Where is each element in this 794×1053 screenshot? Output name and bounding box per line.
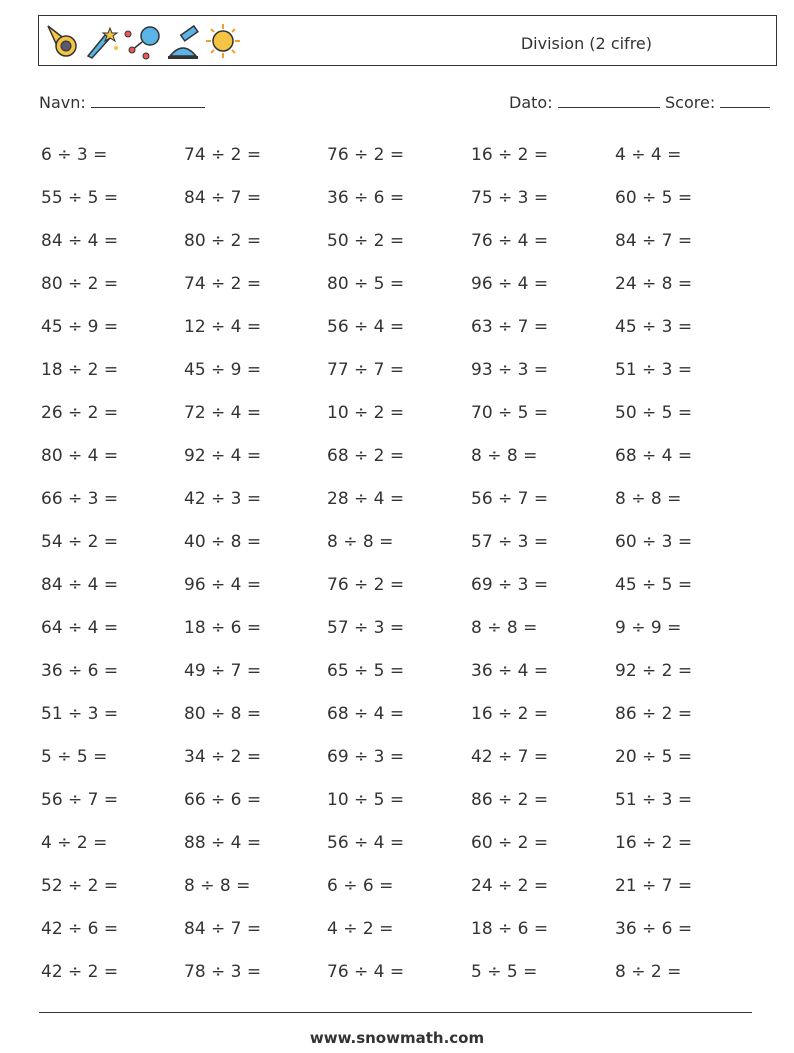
division-problem: 64 ÷ 4 = xyxy=(41,618,119,638)
division-problem: 84 ÷ 7 = xyxy=(615,231,693,251)
division-problem: 9 ÷ 9 = xyxy=(615,618,682,638)
problem-row xyxy=(0,477,794,520)
problem-row xyxy=(0,391,794,434)
division-problem: 76 ÷ 4 = xyxy=(327,962,405,982)
sun-icon xyxy=(204,20,242,62)
problem-row xyxy=(0,821,794,864)
division-problem: 21 ÷ 7 = xyxy=(615,876,693,896)
division-problem: 6 ÷ 3 = xyxy=(41,145,108,165)
division-problem: 80 ÷ 8 = xyxy=(184,704,262,724)
division-problem: 86 ÷ 2 = xyxy=(615,704,693,724)
division-problem: 56 ÷ 4 = xyxy=(327,833,405,853)
satellite-icon xyxy=(124,20,162,62)
worksheet-title: Division (2 cifre) xyxy=(520,34,652,53)
problem-row xyxy=(0,133,794,176)
division-problem: 65 ÷ 5 = xyxy=(327,661,405,681)
problem-row xyxy=(0,606,794,649)
division-problem: 74 ÷ 2 = xyxy=(184,145,262,165)
division-problem: 56 ÷ 4 = xyxy=(327,317,405,337)
division-problem: 55 ÷ 5 = xyxy=(41,188,119,208)
division-problem: 66 ÷ 6 = xyxy=(184,790,262,810)
division-problem: 56 ÷ 7 = xyxy=(471,489,549,509)
division-problem: 36 ÷ 6 = xyxy=(615,919,693,939)
division-problem: 68 ÷ 4 = xyxy=(615,446,693,466)
problem-row xyxy=(0,950,794,993)
division-problem: 84 ÷ 7 = xyxy=(184,188,262,208)
division-problem: 12 ÷ 4 = xyxy=(184,317,262,337)
division-problem: 45 ÷ 9 = xyxy=(184,360,262,380)
division-problem: 18 ÷ 2 = xyxy=(41,360,119,380)
division-problem: 24 ÷ 8 = xyxy=(615,274,693,294)
name-blank xyxy=(91,93,205,108)
division-problem: 68 ÷ 4 = xyxy=(327,704,405,724)
division-problem: 36 ÷ 6 = xyxy=(41,661,119,681)
division-problem: 96 ÷ 4 = xyxy=(184,575,262,595)
division-problem: 57 ÷ 3 = xyxy=(327,618,405,638)
division-problem: 70 ÷ 5 = xyxy=(471,403,549,423)
problem-row xyxy=(0,735,794,778)
division-problem: 36 ÷ 4 = xyxy=(471,661,549,681)
problem-row xyxy=(0,520,794,563)
division-problem: 16 ÷ 2 = xyxy=(471,145,549,165)
division-problem: 51 ÷ 3 = xyxy=(615,360,693,380)
division-problem: 28 ÷ 4 = xyxy=(327,489,405,509)
problem-row xyxy=(0,348,794,391)
division-problem: 5 ÷ 5 = xyxy=(41,747,108,767)
division-problem: 96 ÷ 4 = xyxy=(471,274,549,294)
division-problem: 75 ÷ 3 = xyxy=(471,188,549,208)
division-problem: 69 ÷ 3 = xyxy=(471,575,549,595)
division-problem: 20 ÷ 5 = xyxy=(615,747,693,767)
date-label: Dato: xyxy=(509,93,553,112)
header-icons xyxy=(44,20,242,64)
division-problem: 16 ÷ 2 = xyxy=(471,704,549,724)
division-problem: 36 ÷ 6 = xyxy=(327,188,405,208)
comet-icon xyxy=(44,20,82,62)
problem-row xyxy=(0,649,794,692)
division-problem: 45 ÷ 3 = xyxy=(615,317,693,337)
date-blank xyxy=(558,93,660,108)
division-problem: 42 ÷ 3 = xyxy=(184,489,262,509)
division-problem: 84 ÷ 4 = xyxy=(41,231,119,251)
division-problem: 80 ÷ 2 = xyxy=(41,274,119,294)
division-problem: 69 ÷ 3 = xyxy=(327,747,405,767)
division-problem: 10 ÷ 5 = xyxy=(327,790,405,810)
name-label: Navn: xyxy=(39,93,86,112)
division-problem: 54 ÷ 2 = xyxy=(41,532,119,552)
division-problem: 8 ÷ 8 = xyxy=(327,532,394,552)
division-problem: 4 ÷ 2 = xyxy=(41,833,108,853)
name-field xyxy=(39,93,205,112)
division-problem: 51 ÷ 3 = xyxy=(615,790,693,810)
problem-row xyxy=(0,305,794,348)
score-label: Score: xyxy=(665,93,716,112)
division-problem: 18 ÷ 6 = xyxy=(184,618,262,638)
footer-url: www.snowmath.com xyxy=(309,1029,485,1047)
division-problem: 10 ÷ 2 = xyxy=(327,403,405,423)
date-field xyxy=(509,93,660,112)
division-problem: 78 ÷ 3 = xyxy=(184,962,262,982)
problem-row xyxy=(0,262,794,305)
telescope-icon xyxy=(164,20,202,62)
division-problem: 63 ÷ 7 = xyxy=(471,317,549,337)
division-problem: 42 ÷ 7 = xyxy=(471,747,549,767)
division-problem: 34 ÷ 2 = xyxy=(184,747,262,767)
division-problem: 40 ÷ 8 = xyxy=(184,532,262,552)
division-problem: 50 ÷ 5 = xyxy=(615,403,693,423)
shooting-star-icon xyxy=(84,20,122,62)
division-problem: 8 ÷ 8 = xyxy=(615,489,682,509)
division-problem: 5 ÷ 5 = xyxy=(471,962,538,982)
footer-divider xyxy=(39,1012,752,1013)
division-problem: 68 ÷ 2 = xyxy=(327,446,405,466)
division-problem: 84 ÷ 4 = xyxy=(41,575,119,595)
division-problem: 66 ÷ 3 = xyxy=(41,489,119,509)
division-problem: 50 ÷ 2 = xyxy=(327,231,405,251)
division-problem: 77 ÷ 7 = xyxy=(327,360,405,380)
division-problem: 84 ÷ 7 = xyxy=(184,919,262,939)
division-problem: 42 ÷ 6 = xyxy=(41,919,119,939)
division-problem: 8 ÷ 8 = xyxy=(184,876,251,896)
division-problem: 60 ÷ 5 = xyxy=(615,188,693,208)
division-problem: 4 ÷ 2 = xyxy=(327,919,394,939)
division-problem: 93 ÷ 3 = xyxy=(471,360,549,380)
division-problem: 76 ÷ 4 = xyxy=(471,231,549,251)
division-problem: 6 ÷ 6 = xyxy=(327,876,394,896)
division-problem: 80 ÷ 5 = xyxy=(327,274,405,294)
division-problem: 74 ÷ 2 = xyxy=(184,274,262,294)
problem-row xyxy=(0,434,794,477)
division-problem: 24 ÷ 2 = xyxy=(471,876,549,896)
problem-row xyxy=(0,692,794,735)
division-problem: 8 ÷ 8 = xyxy=(471,618,538,638)
division-problem: 92 ÷ 4 = xyxy=(184,446,262,466)
score-field xyxy=(665,93,770,112)
division-problem: 26 ÷ 2 = xyxy=(41,403,119,423)
division-problem: 72 ÷ 4 = xyxy=(184,403,262,423)
division-problem: 45 ÷ 5 = xyxy=(615,575,693,595)
division-problem: 76 ÷ 2 = xyxy=(327,145,405,165)
problem-row xyxy=(0,176,794,219)
division-problem: 18 ÷ 6 = xyxy=(471,919,549,939)
division-problem: 60 ÷ 3 = xyxy=(615,532,693,552)
division-problem: 76 ÷ 2 = xyxy=(327,575,405,595)
division-problem: 80 ÷ 4 = xyxy=(41,446,119,466)
division-problem: 57 ÷ 3 = xyxy=(471,532,549,552)
division-problem: 92 ÷ 2 = xyxy=(615,661,693,681)
division-problem: 88 ÷ 4 = xyxy=(184,833,262,853)
problem-row xyxy=(0,563,794,606)
division-problem: 86 ÷ 2 = xyxy=(471,790,549,810)
division-problem: 42 ÷ 2 = xyxy=(41,962,119,982)
problem-row xyxy=(0,778,794,821)
division-problem: 56 ÷ 7 = xyxy=(41,790,119,810)
division-problem: 80 ÷ 2 = xyxy=(184,231,262,251)
division-problem: 4 ÷ 4 = xyxy=(615,145,682,165)
worksheet-header xyxy=(38,15,777,66)
division-problem: 8 ÷ 8 = xyxy=(471,446,538,466)
problem-row xyxy=(0,219,794,262)
division-problem: 45 ÷ 9 = xyxy=(41,317,119,337)
division-problem: 52 ÷ 2 = xyxy=(41,876,119,896)
division-problem: 8 ÷ 2 = xyxy=(615,962,682,982)
problem-row xyxy=(0,907,794,950)
division-problem: 60 ÷ 2 = xyxy=(471,833,549,853)
score-blank xyxy=(720,93,770,108)
division-problem: 51 ÷ 3 = xyxy=(41,704,119,724)
problem-row xyxy=(0,864,794,907)
division-problem: 49 ÷ 7 = xyxy=(184,661,262,681)
division-problem: 16 ÷ 2 = xyxy=(615,833,693,853)
